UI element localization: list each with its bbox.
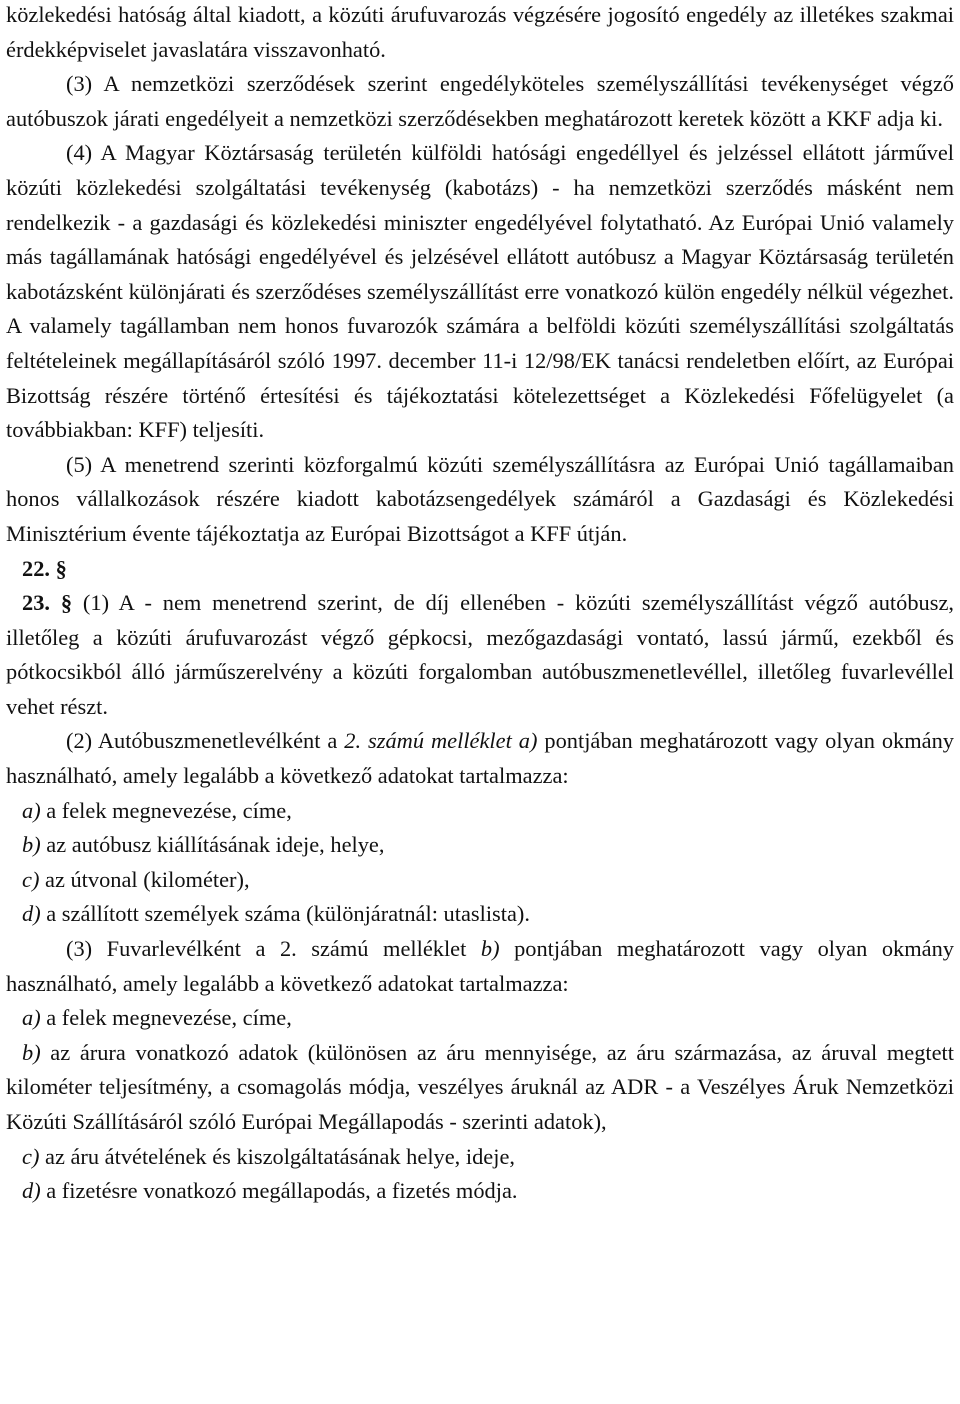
list-freight-items xyxy=(6,1001,954,1209)
list-item xyxy=(6,828,954,863)
list-label: b) xyxy=(22,1039,41,1065)
list-text: az útvonal (kilométer), xyxy=(39,866,250,892)
list-label: d) xyxy=(22,1178,41,1204)
list-text: a fizetésre vonatkozó megállapodás, a fizetés módja. xyxy=(40,1178,518,1204)
list-item xyxy=(6,1001,954,1036)
p3b-rest: pontjában meghatározott vagy olyan okmány használható, amely legalább a következő adatokat tartalmazza: xyxy=(6,936,954,996)
paragraph-2-busdocument xyxy=(6,724,954,793)
list-text: a felek megnevezése, címe, xyxy=(40,797,292,823)
p3b-annex-ref: b) xyxy=(480,936,500,962)
section-22-number: 22. xyxy=(22,555,50,581)
list-label: c) xyxy=(22,866,40,892)
list-label: c) xyxy=(22,1143,40,1169)
section-23-number: 23. xyxy=(22,590,50,616)
list-label: a) xyxy=(22,1005,41,1031)
section-23-paragraph-1 xyxy=(6,586,954,724)
list-text: az autóbusz kiállításának ideje, helye, xyxy=(40,832,385,858)
p2-rest: pontjában meghatározott vagy olyan okmány használható, amely legalább a következő adatokat tartalmazza: xyxy=(6,728,954,789)
list-label: a) xyxy=(22,797,41,823)
paragraph-continuation: közlekedési hatóság által kiadott, a közúti árufuvarozás végzésére jogosító engedély az illetékes szakmai érdekképviselet javaslatára visszavonható. xyxy=(6,2,954,62)
list-text: az árura vonatkozó adatok (különösen az áru mennyisége, az áru származása, az áruval megtett kilométer teljesítmény, a csomagolás módja, veszélyes áruknál az ADR - a Veszélyes Áruk Nemzetközi Közúti Szállításáról szóló Európai Megállapodás - szerinti adatok), xyxy=(6,1039,954,1134)
section-23-sign: § xyxy=(60,590,73,616)
list-item xyxy=(6,794,954,829)
list-item xyxy=(6,1036,954,1140)
p3b-lead: (3) Fuvarlevélként a 2. számú melléklet xyxy=(66,936,481,962)
p2-lead: (2) Autóbuszmenetlevélként a xyxy=(66,728,345,754)
paragraph-4: (4) A Magyar Köztársaság területén külföldi hatósági engedéllyel és jelzéssel ellátott járművel közúti közlekedési szolgáltatási tevékenység (kabotázs) - ha nemzetközi szerződés másként nem rendelkezik - a gazdasági és közlekedési miniszter engedélyével folytatható. Az Európai Unió valamely más tagállamának hatósági engedélyével és jelzésével ellátott autóbusz a Magyar Köztársaság területén kabotázsként különjárati és szerződéses személyszállítást erre vonatkozó külön engedély nélkül végezhet. A valamely tagállamban nem honos fuvarozók számára a belföldi közúti személyszállítási szolgáltatás feltételeinek megállapításáról szóló 1997. december 11-i 12/98/EK tanácsi rendeletben előírt, az Európai Bizottság részére történő értesítési és tájékoztatási kötelezettséget a Közlekedési Főfelügyelet (a továbbiakban: KFF) teljesíti. xyxy=(6,140,954,443)
list-item xyxy=(6,897,954,932)
list-item xyxy=(6,1140,954,1175)
paragraph-3-freightdocument xyxy=(6,932,954,1001)
list-text: az áru átvételének és kiszolgáltatásának helye, ideje, xyxy=(39,1143,515,1169)
list-text: a felek megnevezése, címe, xyxy=(40,1005,292,1031)
paragraph-3: (3) A nemzetközi szerződések szerint engedélyköteles személyszállítási tevékenységet végző autóbuszok járati engedélyeit a nemzetközi szerződésekben meghatározott keretek között a KKF adja ki. xyxy=(6,71,954,131)
list-bus-items xyxy=(6,794,954,932)
section-23-text: (1) A - nem menetrend szerint, de díj ellenében - közúti személyszállítást végző autóbusz, illetőleg a közúti árufuvarozást végző gépkocsi, mezőgazdasági vontató, lassú jármű, ezekből és pótkocsikból álló járműszerelvény a közúti forgalomban autóbuszmenetlevéllel, illetőleg fuvarlevéllel vehet részt. xyxy=(6,590,954,719)
document-page xyxy=(6,0,954,1209)
list-label: b) xyxy=(22,832,41,858)
list-label: d) xyxy=(22,901,41,927)
list-item xyxy=(6,1174,954,1209)
paragraph-5: (5) A menetrend szerinti közforgalmú közúti személyszállításra az Európai Unió tagállamaiban honos vállalkozások részére kiadott kabotázsengedélyek számáról a Gazdasági és Közlekedési Minisztérium évente tájékoztatja az Európai Bizottságot a KFF útján. xyxy=(6,451,954,546)
list-text: a szállított személyek száma (különjáratnál: utaslista). xyxy=(40,901,530,927)
section-22-sign: § xyxy=(55,555,67,581)
list-item xyxy=(6,863,954,898)
section-22-heading xyxy=(6,552,954,587)
p2-annex-ref: 2. számú melléklet a) xyxy=(344,728,538,754)
